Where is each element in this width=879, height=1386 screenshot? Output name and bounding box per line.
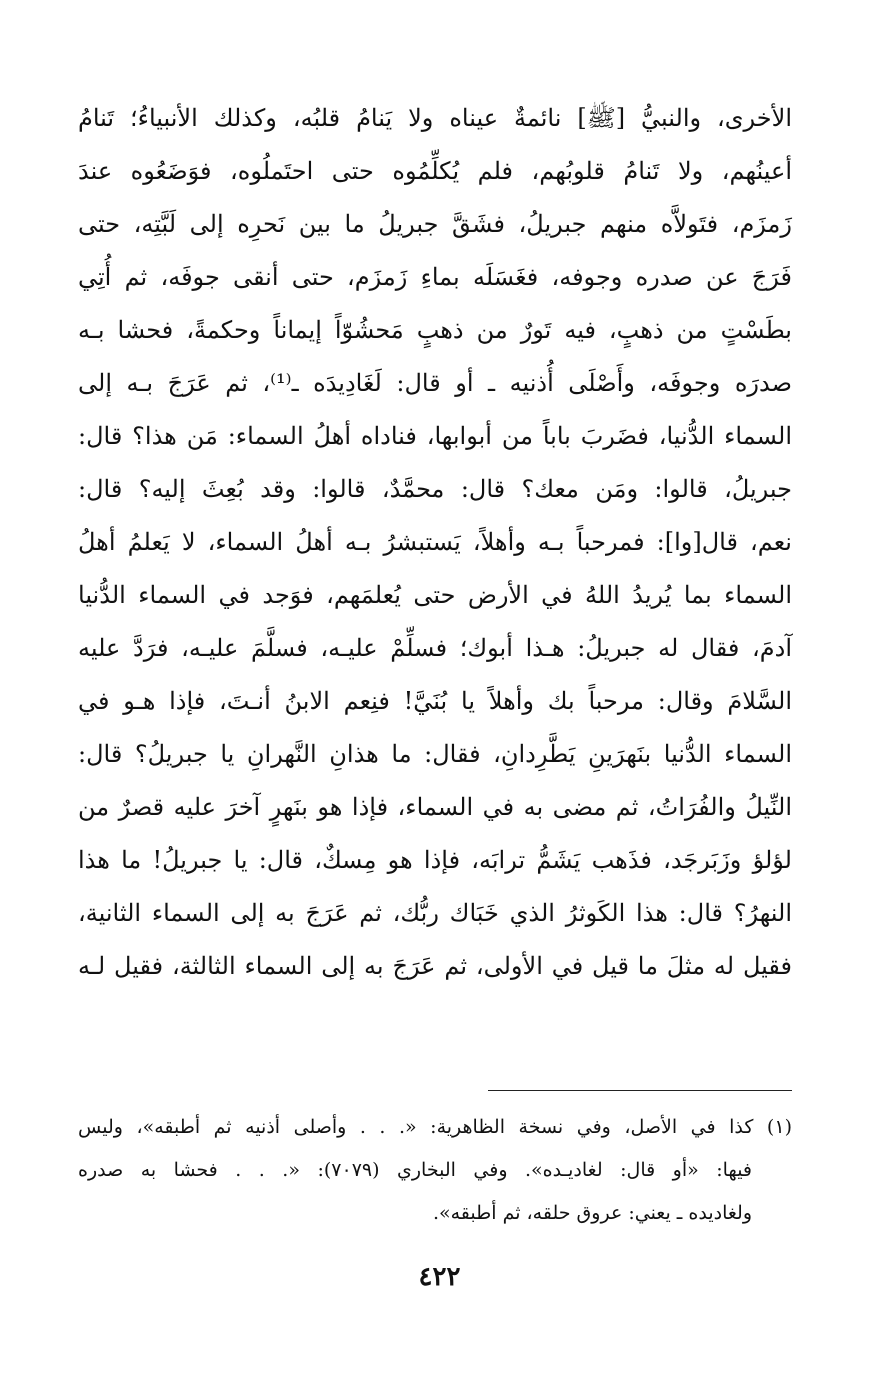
- text-line: جبريلُ، قالوا: ومَن معك؟ قال: محمَّدٌ، قالوا: وقد بُعِثَ إليه؟ قال:: [78, 475, 792, 503]
- text-line: السماء بما يُريدُ اللهُ في الأرض حتى يُعلمَهم، فوَجد في السماء الدُّنيا: [78, 581, 792, 609]
- footnote-line: (١) كذا في الأصل، وفي نسخة الظاهرية: «. . . وأصلى أذنيه ثم أطبقه»، وليس: [78, 1116, 792, 1138]
- text-line: فَرَجَ عن صدره وجوفه، فغَسَلَه بماءِ زَمزَم، حتى أنقى جوفَه، ثم أُتِي: [78, 263, 792, 291]
- footnote-line: فيها: «أو قال: لغاديـده». وفي البخاري (٧٠٧٩): «. . . فحشا به صدره: [78, 1159, 753, 1181]
- text-line: زَمزَم، فتَولاَّه منهم جبريلُ، فشَقَّ جبريلُ ما بين نَحرِه إلى لَبَّتِه، حتى: [78, 210, 792, 238]
- text-line: نعم، قال[وا]: فمرحباً بـه وأهلاً، يَستبشرُ بـه أهلُ السماء، لا يَعلمُ أهلُ: [78, 528, 792, 556]
- text-line: النِّيلُ والفُرَاتُ، ثم مضى به في السماء، فإذا هو بنَهرٍ آخرَ عليه قصرٌ من: [78, 793, 792, 821]
- footnotes-block: [78, 1106, 792, 1235]
- text-line: صدرَه وجوفَه، وأَصْلَى أُذنيه ـ أو قال: لَغَادِيدَه ـ⁽¹⁾، ثم عَرَجَ بـه إلى: [78, 369, 792, 397]
- text-line: أعينُهم، ولا تَنامُ قلوبُهم، فلم يُكلِّمُوه حتى احتَملُوه، فوَضَعُوه عندَ: [78, 157, 792, 185]
- main-text-block: [78, 92, 792, 993]
- footnote-divider: [488, 1090, 792, 1091]
- footnote-line: ولغاديده ـ يعني: عروق حلقه، ثم أطبقه».: [432, 1202, 752, 1224]
- text-line: آدمَ، فقال له جبريلُ: هـذا أبوك؛ فسلِّمْ عليـه، فسلَّمَ عليـه، فرَدَّ عليه: [78, 634, 792, 662]
- text-line: السماء الدُّنيا بنَهرَينِ يَطَّرِدانِ، فقال: ما هذانِ النَّهرانِ يا جبريلُ؟ قال:: [78, 740, 792, 768]
- text-line: السماء الدُّنيا، فضَربَ باباً من أبوابها، فناداه أهلُ السماء: مَن هذا؟ قال:: [78, 422, 792, 450]
- text-line: بطَسْتٍ من ذهبٍ، فيه تَورٌ من ذهبٍ مَحشُوّاً إيماناً وحكمةً، فحشا بـه: [78, 316, 792, 344]
- text-line: النهرُ؟ قال: هذا الكَوثرُ الذي خَبَاك ربُّك، ثم عَرَجَ به إلى السماء الثانية،: [78, 899, 792, 927]
- text-line: الأخرى، والنبيُّ [ﷺ] نائمةٌ عيناه ولا يَنامُ قلبُه، وكذلك الأنبياءُ؛ تَنامُ: [78, 104, 792, 132]
- text-line: لؤلؤ وزَبَرجَد، فذَهب يَشَمُّ ترابَه، فإذا هو مِسكٌ، قال: يا جبريلُ! ما هذا: [78, 846, 792, 874]
- text-line: السَّلامَ وقال: مرحباً بك وأهلاً يا بُنَيَّ! فنِعم الابنُ أنـتَ، فإذا هـو في: [78, 687, 792, 715]
- text-line: فقيل له مثلَ ما قيل في الأولى، ثم عَرَجَ به إلى السماء الثالثة، فقيل لـه: [78, 952, 792, 980]
- page-number: ٤٢٢: [418, 1262, 461, 1292]
